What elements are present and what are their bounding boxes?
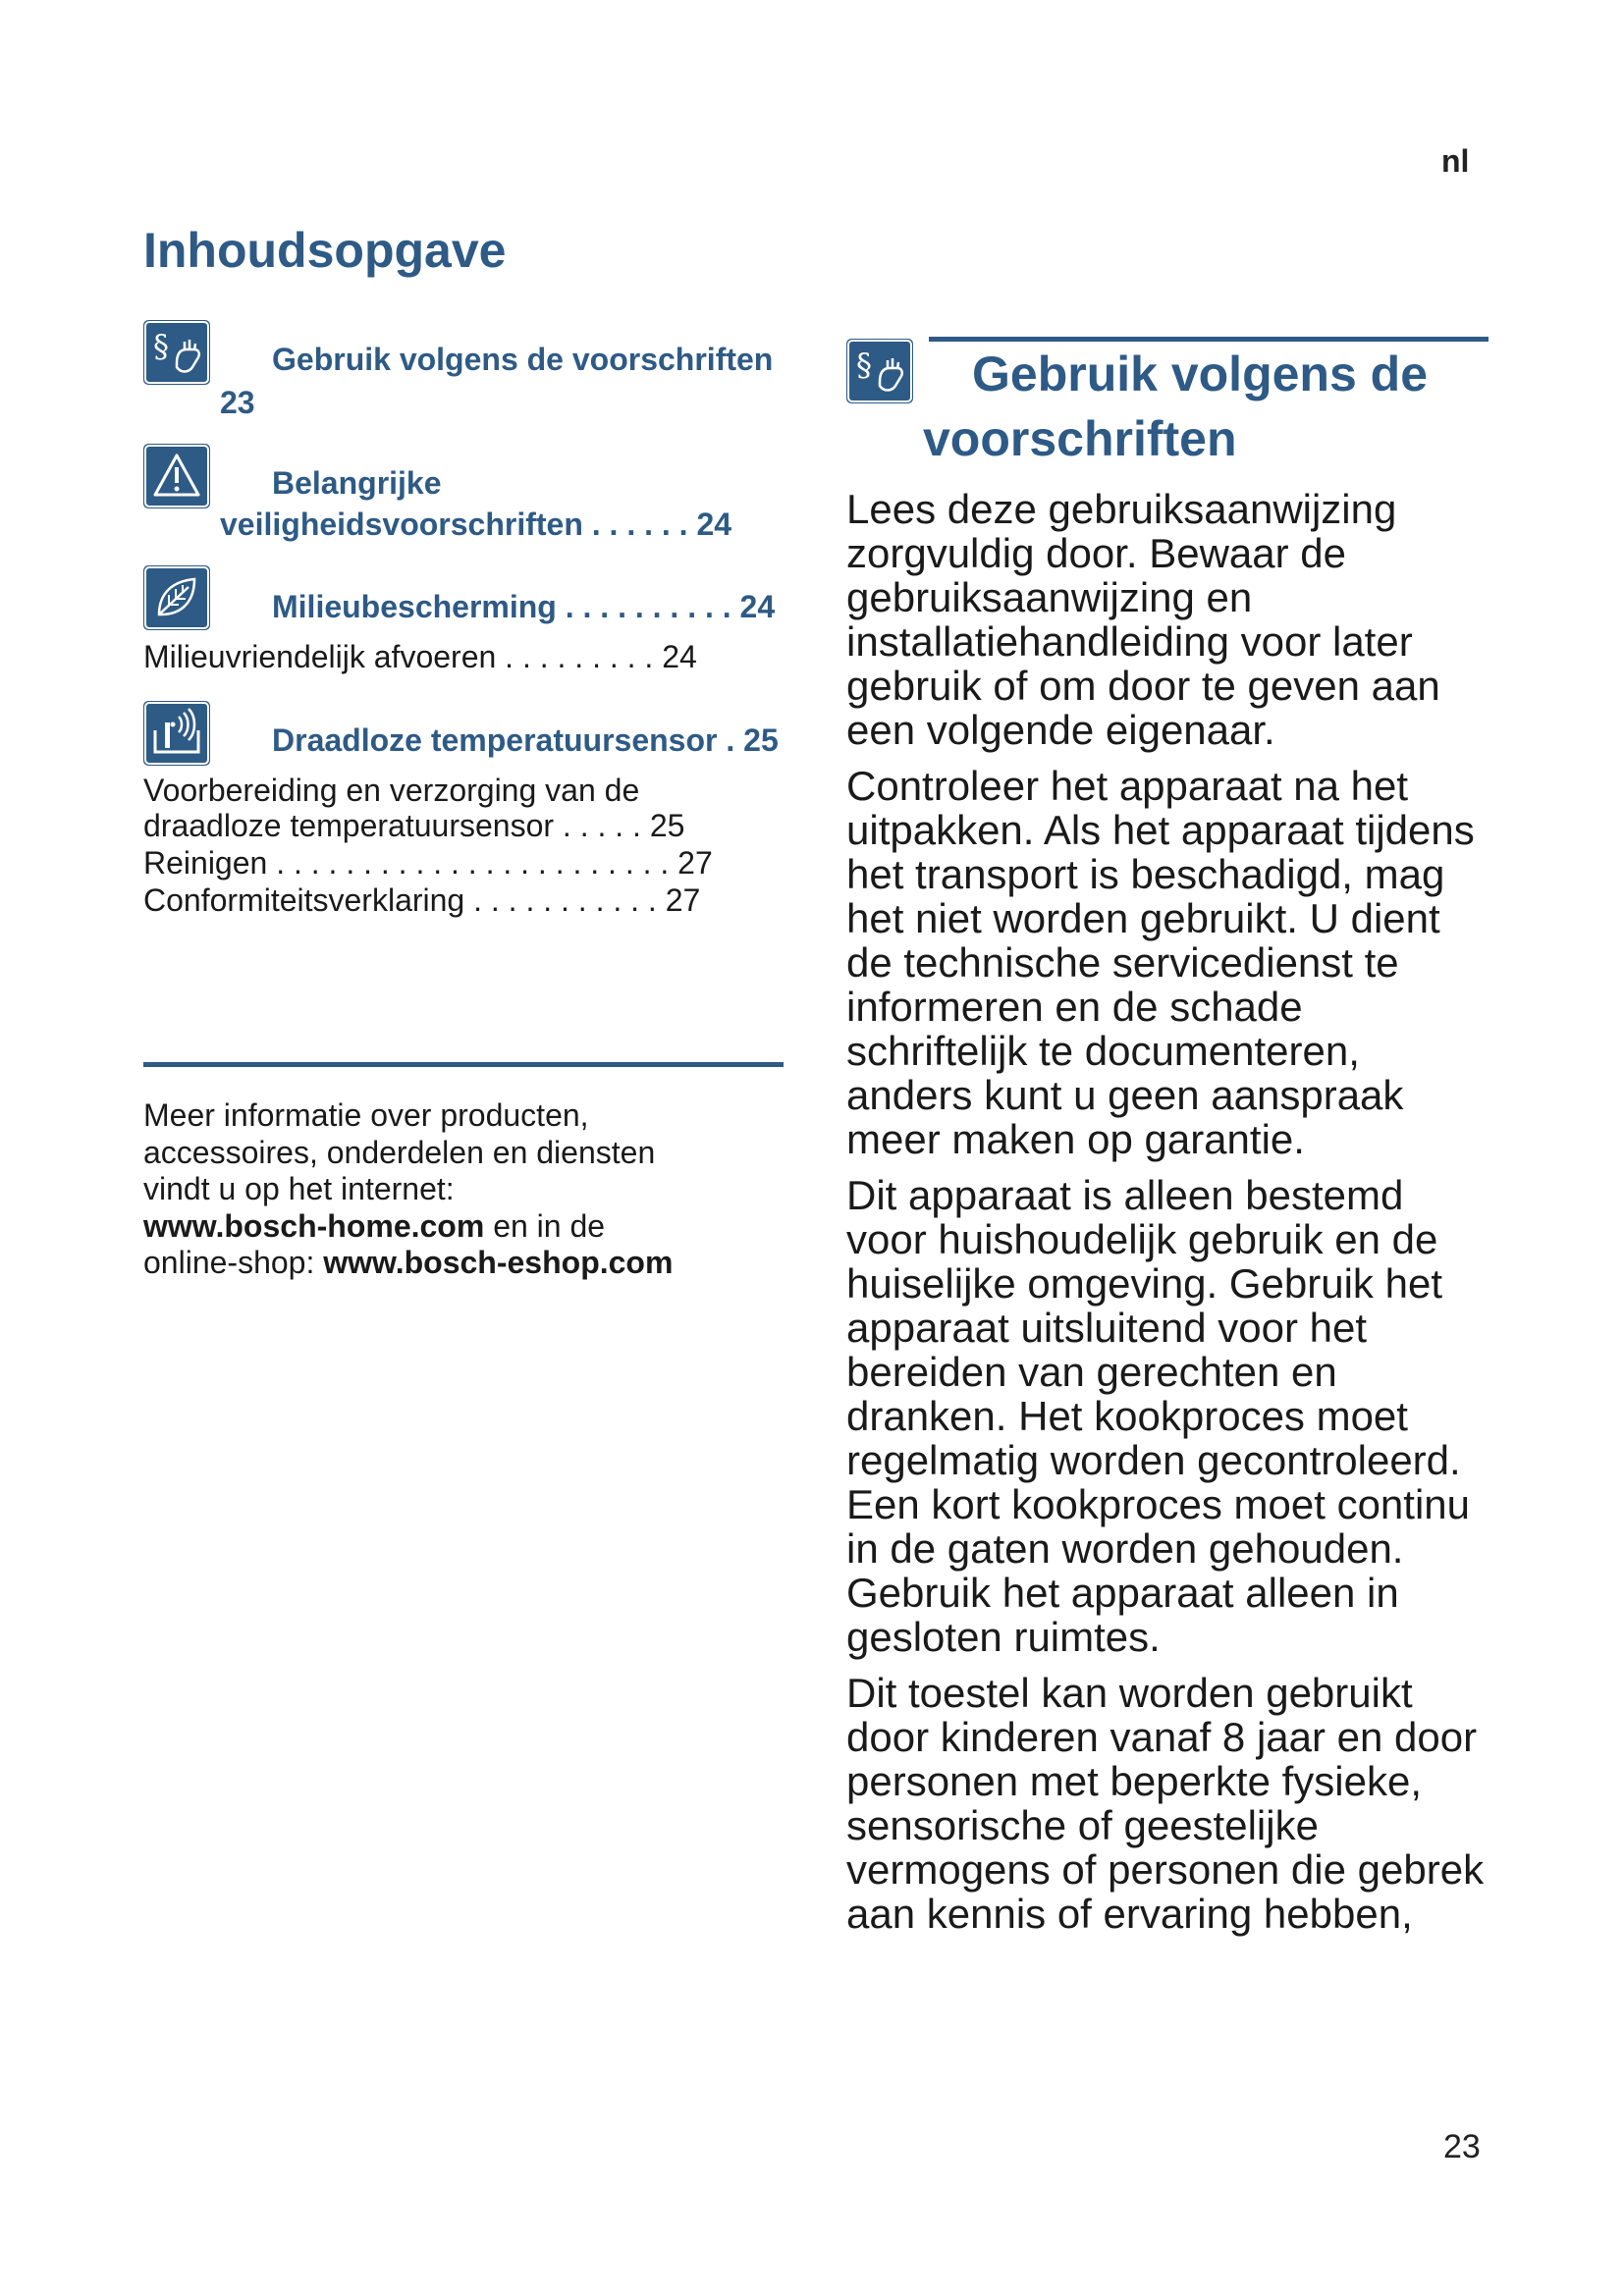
paragraph: Dit toestel kan worden gebruikt door kinderen vanaf 8 jaar en door personen met beperkte fysieke, sensorische of geestelijke vermogens of personen die gebrek aan kennis of ervaring hebben, xyxy=(846,1670,1485,1937)
toc-item-milieu[interactable]: Milieubescherming . . . . . . . . . . 24 xyxy=(272,589,776,624)
toc-item-veiligheid-line2[interactable]: veiligheidsvoorschriften . . . . . . 24 xyxy=(220,507,732,542)
info-line xyxy=(143,1208,791,1246)
warning-triangle-icon xyxy=(143,444,210,508)
paragraph: Controleer het apparaat na het uitpakken. Als het apparaat tijdens het transport is beschadigd, mag het niet worden gebruikt. U dient de technische servicedienst te informeren en de schade schriftelijk te documenteren, anders kunt u geen aanspraak meer maken op garantie. xyxy=(846,763,1475,1162)
section-title: Gebruik volgens de voorschriften xyxy=(923,347,1429,466)
toc-item-gebruik[interactable]: Gebruik volgens de voorschriften xyxy=(272,342,774,377)
link-bosch-eshop[interactable]: www.bosch-eshop.com xyxy=(323,1245,674,1280)
info-text: en in de xyxy=(484,1207,606,1244)
paragraph: Dit apparaat is alleen bestemd voor huishoudelijk gebruik en de huiselijke omgeving. Gebruik het apparaat uitsluitend voor het bereiden van gerechten en dranken. Het kookproces moet regelmatig worden gecontroleerd. Een kort kookproces moet continu in de gaten worden gehouden. Gebruik het apparaat alleen in gesloten ruimtes. xyxy=(846,1172,1471,1660)
divider xyxy=(143,1062,784,1067)
toc-subitem-conformiteit[interactable]: Conformiteitsverklaring . . . . . . . . . . . 27 xyxy=(143,882,701,918)
leaf-icon xyxy=(143,565,210,630)
language-code: nl xyxy=(1441,143,1470,179)
page-number: 23 xyxy=(1443,2128,1481,2165)
info-line: Meer informatie over producten, xyxy=(143,1097,589,1133)
info-line xyxy=(143,1245,791,1282)
link-bosch-home[interactable]: www.bosch-home.com xyxy=(143,1207,485,1244)
toc-item-sensor[interactable]: Draadloze temperatuursensor . 25 xyxy=(272,722,779,758)
toc-subitem-reinigen[interactable]: Reinigen . . . . . . . . . . . . . . . . . . . . . . . 27 xyxy=(143,845,713,881)
paragraph: Lees deze gebruiksaanwijzing zorgvuldig door. Bewaar de gebruiksaanwijzing en installatiehandleiding voor later gebruik of om door te geven aan een volgende eigenaar. xyxy=(846,486,1440,753)
section-body xyxy=(846,487,1494,1948)
paragraph-hand-icon xyxy=(143,320,210,385)
info-line: accessoires, onderdelen en diensten xyxy=(143,1134,656,1170)
svg-text:§: § xyxy=(856,347,872,384)
toc-subitem-verzorging-line2[interactable]: draadloze temperatuursensor . . . . . 25 xyxy=(143,808,685,843)
info-text: online-shop: xyxy=(143,1245,324,1280)
info-block xyxy=(143,1097,791,1282)
svg-text:§: § xyxy=(153,328,169,365)
toc-subitem-afvoeren[interactable]: Milieuvriendelijk afvoeren . . . . . . . . . 24 xyxy=(143,639,697,674)
toc-item-veiligheid[interactable]: Belangrijke xyxy=(272,465,442,501)
wireless-sensor-icon xyxy=(143,701,210,766)
toc-subitem-verzorging[interactable]: Voorbereiding en verzorging van de xyxy=(143,773,640,808)
paragraph-hand-icon xyxy=(846,339,913,403)
toc-item-gebruik-page: 23 xyxy=(220,385,255,420)
info-line: vindt u op het internet: xyxy=(143,1171,455,1206)
page-title: Inhoudsopgave xyxy=(143,223,507,278)
